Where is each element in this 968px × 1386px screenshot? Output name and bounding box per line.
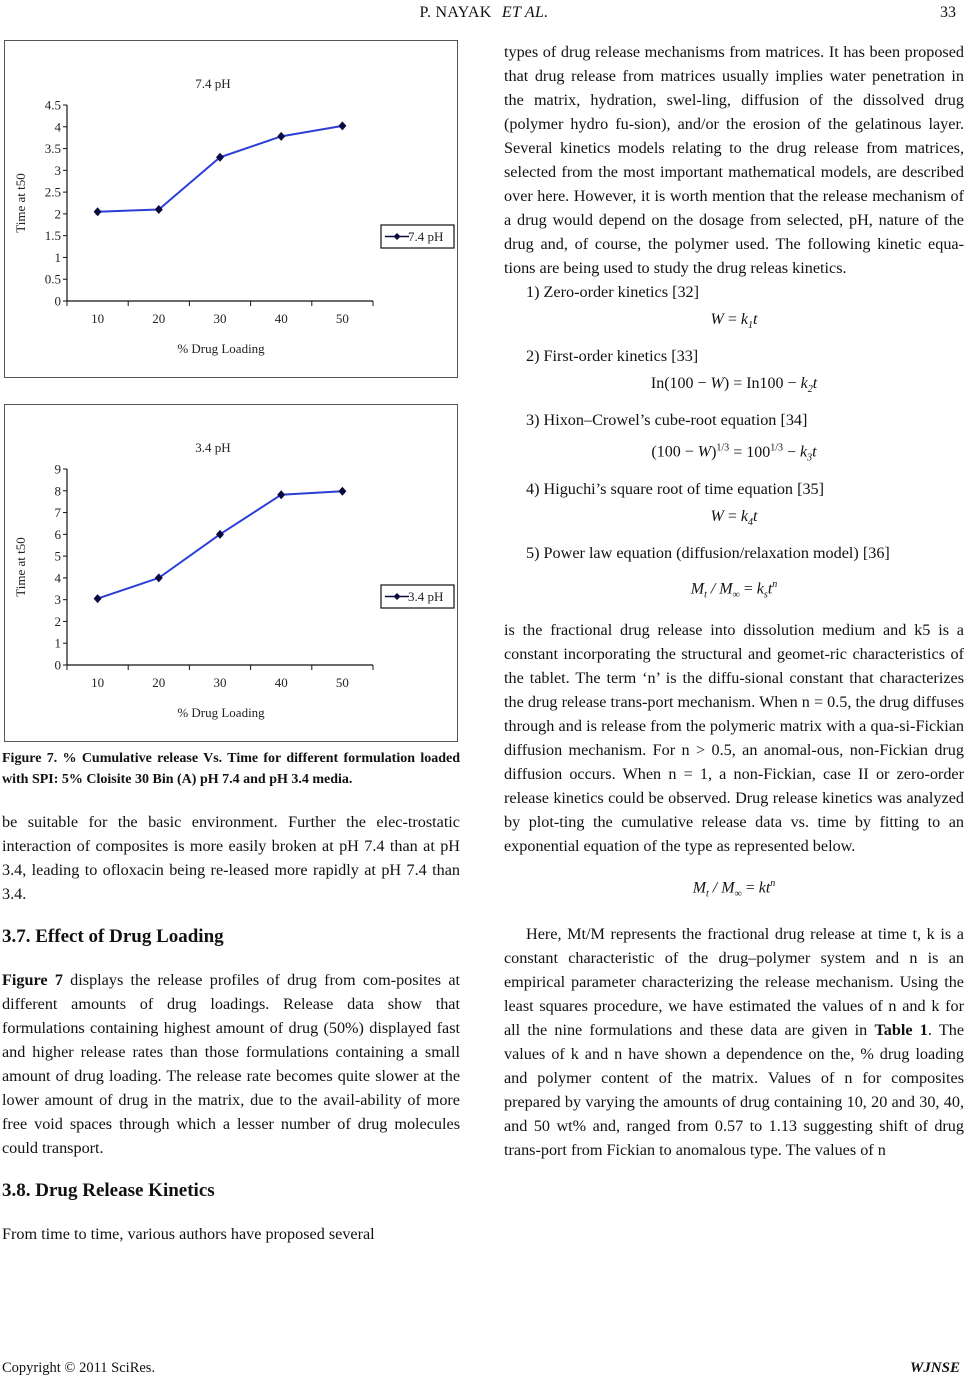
y-tick-label: 9 <box>54 461 61 477</box>
y-tick-label: 1 <box>54 249 61 265</box>
data-point-marker <box>94 594 102 603</box>
x-tick-label: 30 <box>213 311 227 326</box>
x-tick-label: 40 <box>274 311 288 326</box>
footer-journal: WJNSE <box>909 1360 960 1376</box>
figure-reference-link[interactable]: Figure 7 <box>2 971 63 989</box>
x-tick-label: 20 <box>152 675 166 690</box>
data-point-marker <box>94 207 102 216</box>
x-tick-label: 40 <box>274 675 288 690</box>
x-tick-label: 10 <box>91 675 105 690</box>
y-tick-label: 5 <box>54 548 61 564</box>
y-tick-label: 3 <box>54 162 61 178</box>
series-line <box>98 491 343 598</box>
equation-power-law: $M_t / M_\infty = k_st^n$ <box>690 579 778 601</box>
equation-first-order: $In(100 - W) = In100 - k_2t$ <box>650 375 818 396</box>
chart-7-4-ph <box>4 40 458 378</box>
x-tick-label: 30 <box>213 675 227 690</box>
model-label: 1) Zero-order kinetics [32] <box>526 283 700 301</box>
page-number: 33 <box>940 4 956 21</box>
x-tick-label: 50 <box>335 311 349 326</box>
equation-zero-order: $W = k_1t$ <box>710 311 758 332</box>
chart-title: 3.4 pH <box>195 440 231 455</box>
legend-label: 3.4 pH <box>408 589 444 604</box>
y-tick-label: 4 <box>54 570 61 586</box>
y-tick-label: 0 <box>54 293 61 309</box>
header-etal: ET AL. <box>501 4 549 21</box>
y-tick-label: 7 <box>54 505 61 521</box>
model-label: 2) First-order kinetics [33] <box>526 347 699 366</box>
y-axis-label: Time at t50 <box>13 537 28 597</box>
figure-caption: Figure 7. % Cumulative release Vs. Time for different formulation loaded with SPI: 5% Cloisite 30 Bin (A) pH 7.4 and pH 3.4 media. <box>2 751 460 787</box>
y-tick-label: 6 <box>54 526 61 542</box>
x-tick-label: 10 <box>91 311 105 326</box>
y-tick-label: 1.5 <box>44 228 61 244</box>
x-axis-label: % Drug Loading <box>177 705 265 720</box>
y-tick-label: 2 <box>54 206 61 222</box>
x-tick-label: 50 <box>335 675 349 690</box>
right-column <box>504 40 964 1162</box>
paragraph: From time to time, various authors have proposed several <box>2 1225 375 1243</box>
paragraph <box>504 922 964 1162</box>
y-tick-label: 8 <box>54 483 61 499</box>
line-chart-7-4-ph <box>5 41 459 379</box>
data-point-marker <box>338 121 346 130</box>
model-label: 4) Higuchi’s square root of time equation [35] <box>526 479 825 498</box>
x-tick-label: 20 <box>152 311 166 326</box>
chart-3-4-ph <box>4 404 458 742</box>
paragraph-text: displays the release profiles of drug from com-posites at different amounts of drug loadings. Release data show that formulations containing highest amount of drug (50%) displayed fast and higher release rates than those formulations containing a small amount of drug loading. The release rate becomes quite slower at the lower amount of drug in the matrix, due to the avail-ability of more free void spaces through which a lesser number of drug molecules could transport. <box>2 971 460 1157</box>
paragraph: be suitable for the basic environment. Further the elec-trostatic interaction of composites is more easily broken at pH 7.4 than at pH 3.4, leading to ofloxacin being re-leased more rapidly at pH 7.4 than 3.4. <box>2 813 460 903</box>
y-tick-label: 0.5 <box>44 271 61 287</box>
y-tick-label: 2.5 <box>44 184 61 200</box>
section-heading-3-8: 3.8. Drug Release Kinetics <box>2 1180 215 1201</box>
footer-copyright: Copyright © 2011 SciRes. <box>2 1360 156 1376</box>
y-tick-label: 0 <box>54 657 61 673</box>
data-point-marker <box>338 487 346 496</box>
table-reference-link[interactable]: Table 1 <box>874 1021 928 1040</box>
y-tick-label: 3 <box>54 592 61 608</box>
equation-hixon-crowell: $(100 - W)^{1/3} = 100^{1/3} - k_3t$ <box>651 442 817 464</box>
y-tick-label: 1 <box>54 635 61 651</box>
y-tick-label: 4 <box>54 119 61 135</box>
paragraph: types of drug release mechanisms from matrices. It has been proposed that drug release from matrices usually implies water penetration in the matrix, hydration, swel-ling, diffusion of the dissolved drug (polymer hydro fu-sion), and/or the erosion of the gelatinous layer. Several kinetics models relating to the drug release from matrices, selected from the most important mathematical models, are described over here. However, it is worth mention that the release mechanism of a drug would depend on the dosage from selected, pH, nature of the drug and, of course, the polymer used. The following kinetic equa-tions are being used to study the drug releas kinetics. <box>504 43 964 277</box>
series-line <box>98 126 343 212</box>
running-head <box>0 0 968 30</box>
model-label: 3) Hixon–Crowel’s cube-root equation [34] <box>526 411 808 430</box>
equation-higuchi: $W = k_4t$ <box>710 507 758 529</box>
equation-exponential: $M_t / M_\infty = kt^n$ <box>692 877 776 900</box>
legend-label: 7.4 pH <box>408 229 444 244</box>
data-point-marker <box>277 132 285 141</box>
chart-title: 7.4 pH <box>195 76 231 91</box>
section-heading-3-7: 3.7. Effect of Drug Loading <box>2 926 224 947</box>
left-column <box>2 40 460 1246</box>
line-chart-3-4-ph <box>5 405 459 743</box>
header-authors: P. NAYAK <box>419 4 492 21</box>
paragraph-text: Here, Mt/M represents the fractional drug release at time t, k is a constant characteristic of the drug–polymer system and n is an empirical parameter characterizing the release mechanism. Using the least squares procedure, we have estimated the values of n and k for all the nine formulations and these data are given in <box>504 925 964 1040</box>
y-tick-label: 4.5 <box>44 97 61 113</box>
paragraph-text: . The values of k and n have shown a dependence on the, % drug loading and polymer content of the matrix. Values of n for composites prepared by varying the amounts of drug containing 10, 20 and 30, 40, and 50 wt% and, ranged from 0.57 to 1.13 suggesting shift of drug trans-port from Fickian to anomalous type. The values of n <box>504 1021 964 1160</box>
model-label: 5) Power law equation (diffusion/relaxation model) [36] <box>526 544 890 563</box>
y-tick-label: 3.5 <box>44 141 61 157</box>
x-axis-label: % Drug Loading <box>177 341 265 356</box>
paragraph <box>2 968 460 1160</box>
y-axis-label: Time at t50 <box>13 173 28 233</box>
paragraph: is the fractional drug release into dissolution medium and k5 is a constant incorporating the structural and geomet-ric characteristics of the tablet. The term ‘n’ is the diffu-sional constant that characterizes the drug release trans-port mechanism. When n = 0.5, the drug diffuses through and is release from the polymeric matrix with a qua-si-Fickian diffusion mechanism. For n > 0.5, an anomal-ous, non-Fickian drug diffusion occurs. When n = 1, a non-Fickian, case II or zero-order release kinetics could be observed. Drug release kinetics was analyzed by plot-ting the cumulative release data vs. time by fitting to an exponential equation of the type as represented below. <box>504 620 964 855</box>
y-tick-label: 2 <box>54 613 61 629</box>
data-point-marker <box>277 490 285 499</box>
